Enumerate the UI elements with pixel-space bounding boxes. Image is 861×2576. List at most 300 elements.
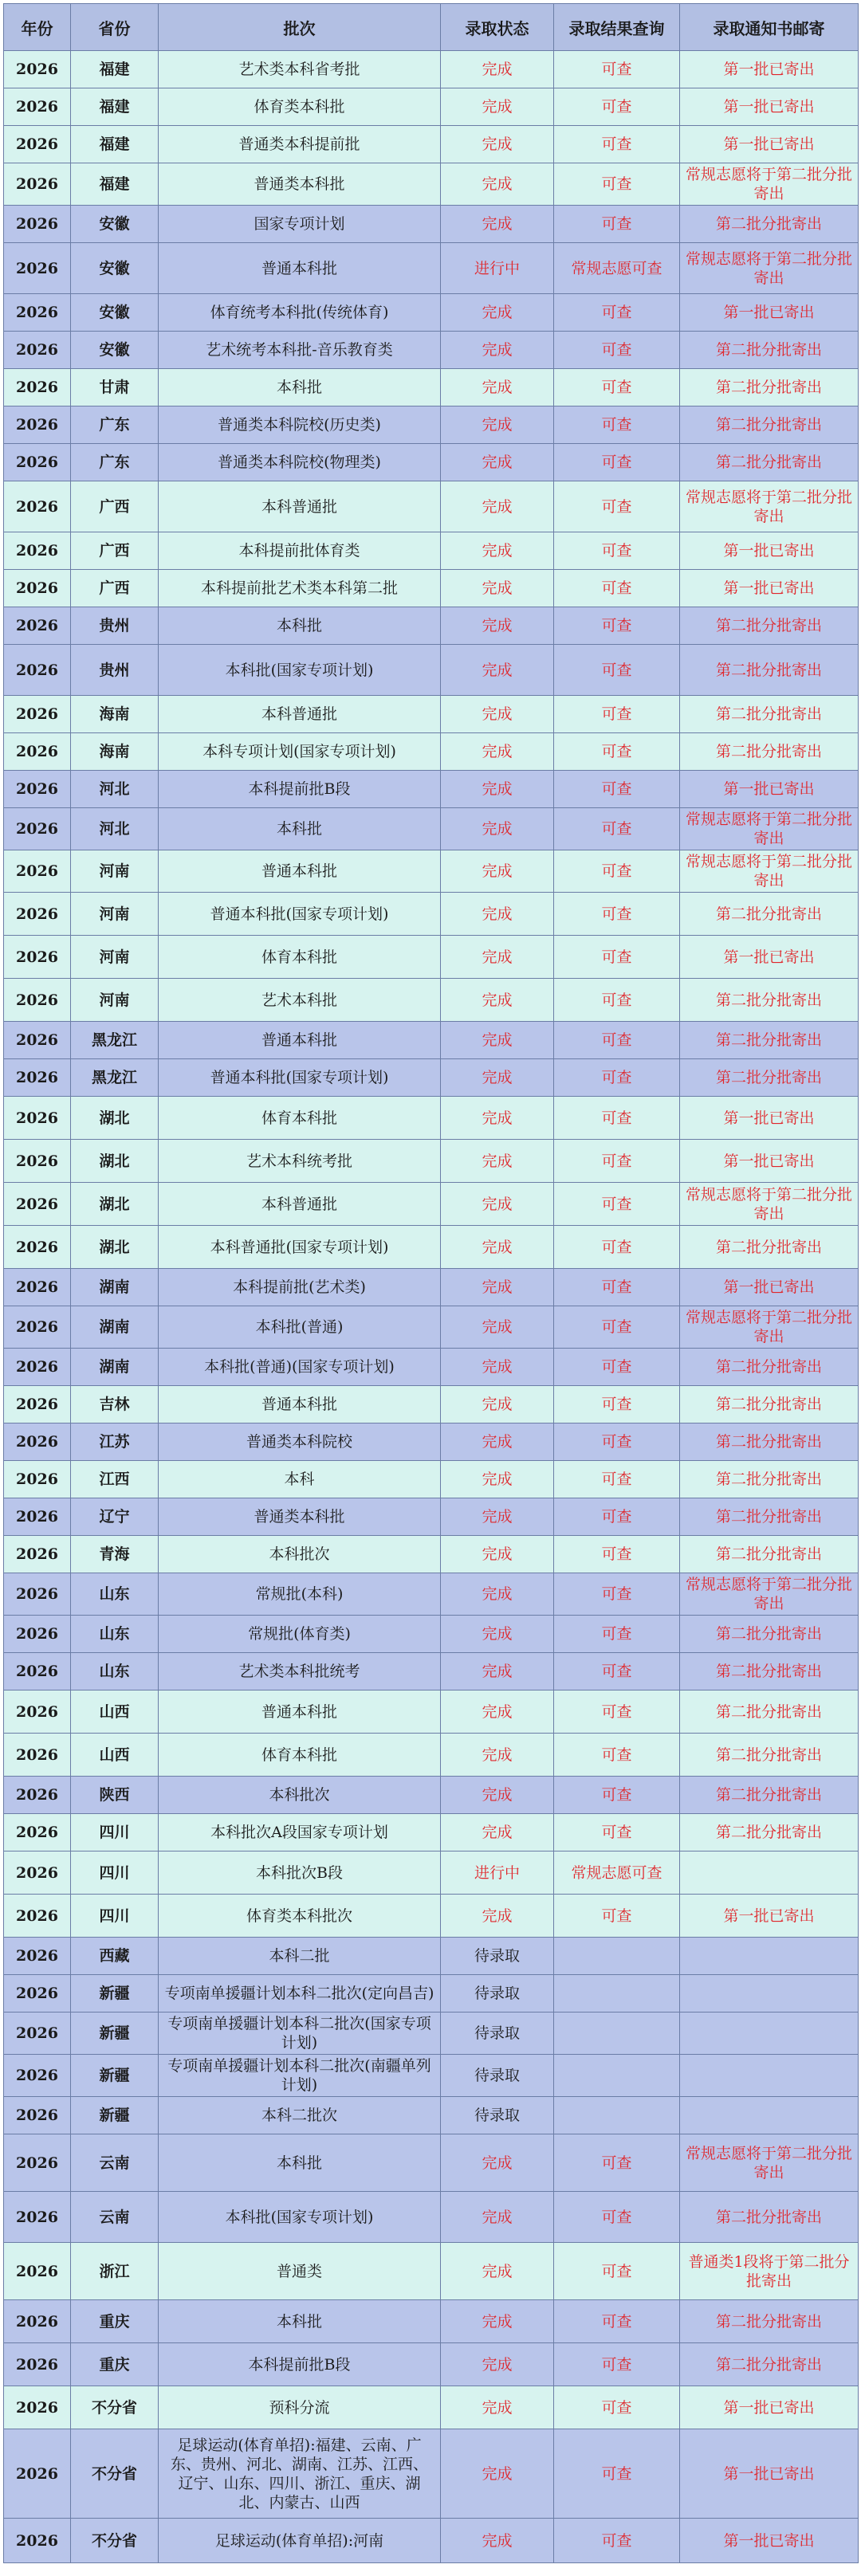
cell-year: 2026 — [4, 1777, 71, 1814]
table-row — [4, 1097, 859, 1140]
cell-batch: 普通类本科院校 — [159, 1423, 441, 1461]
cell-batch: 普通类本科提前批 — [159, 126, 441, 163]
cell-batch: 本科普通批 — [159, 481, 441, 532]
cell-admission-status: 完成 — [441, 2300, 554, 2343]
cell-province: 新疆 — [71, 1975, 159, 2012]
table-row — [4, 51, 859, 88]
cell-admission-status: 完成 — [441, 481, 554, 532]
cell-admission-status: 待录取 — [441, 1975, 554, 2012]
table-row — [4, 332, 859, 369]
cell-admission-status: 完成 — [441, 1734, 554, 1777]
cell-result-query: 可查 — [554, 645, 680, 696]
cell-notice-mailing: 第二批分批寄出 — [680, 1814, 859, 1852]
cell-admission-status: 待录取 — [441, 2055, 554, 2097]
cell-year: 2026 — [4, 1498, 71, 1536]
cell-notice-mailing: 第一批已寄出 — [680, 532, 859, 570]
cell-notice-mailing: 第一批已寄出 — [680, 126, 859, 163]
cell-notice-mailing — [680, 1975, 859, 2012]
cell-admission-status: 完成 — [441, 1498, 554, 1536]
cell-admission-status: 完成 — [441, 88, 554, 126]
table-row — [4, 2519, 859, 2563]
table-row — [4, 645, 859, 696]
cell-batch: 本科批 — [159, 808, 441, 850]
cell-batch: 本科提前批(艺术类) — [159, 1269, 441, 1306]
cell-year: 2026 — [4, 850, 71, 893]
table-row — [4, 2192, 859, 2243]
cell-province: 河南 — [71, 979, 159, 1022]
cell-result-query: 可查 — [554, 979, 680, 1022]
cell-notice-mailing: 第一批已寄出 — [680, 570, 859, 607]
cell-result-query: 常规志愿可查 — [554, 1852, 680, 1895]
cell-province: 广西 — [71, 532, 159, 570]
cell-notice-mailing: 第二批分批寄出 — [680, 444, 859, 481]
cell-province: 四川 — [71, 1814, 159, 1852]
cell-result-query: 可查 — [554, 1423, 680, 1461]
cell-batch: 本科批 — [159, 2134, 441, 2192]
cell-province: 四川 — [71, 1895, 159, 1938]
cell-notice-mailing: 第二批分批寄出 — [680, 2300, 859, 2343]
cell-province: 河南 — [71, 850, 159, 893]
cell-year: 2026 — [4, 979, 71, 1022]
cell-batch: 普通本科批 — [159, 1022, 441, 1059]
cell-result-query: 可查 — [554, 444, 680, 481]
cell-admission-status: 完成 — [441, 2429, 554, 2519]
cell-batch: 本科二批 — [159, 1938, 441, 1975]
cell-year: 2026 — [4, 2055, 71, 2097]
cell-result-query — [554, 2055, 680, 2097]
cell-province: 吉林 — [71, 1386, 159, 1423]
cell-result-query: 可查 — [554, 1269, 680, 1306]
cell-year: 2026 — [4, 1573, 71, 1616]
cell-result-query: 可查 — [554, 570, 680, 607]
cell-admission-status: 完成 — [441, 1306, 554, 1349]
cell-batch: 本科专项计划(国家专项计划) — [159, 733, 441, 771]
table-header-row — [4, 4, 859, 51]
cell-province: 海南 — [71, 696, 159, 733]
cell-result-query: 可查 — [554, 406, 680, 444]
cell-result-query: 可查 — [554, 1653, 680, 1690]
cell-admission-status: 完成 — [441, 294, 554, 332]
cell-admission-status: 完成 — [441, 570, 554, 607]
cell-notice-mailing: 第一批已寄出 — [680, 1097, 859, 1140]
cell-batch: 本科普通批(国家专项计划) — [159, 1226, 441, 1269]
cell-province: 湖南 — [71, 1349, 159, 1386]
cell-batch: 普通类本科院校(历史类) — [159, 406, 441, 444]
header-province: 省份 — [71, 4, 159, 51]
cell-result-query: 可查 — [554, 1734, 680, 1777]
cell-year: 2026 — [4, 2097, 71, 2134]
cell-province: 安徽 — [71, 243, 159, 294]
table-row — [4, 893, 859, 936]
cell-admission-status: 完成 — [441, 1022, 554, 1059]
cell-province: 不分省 — [71, 2386, 159, 2429]
cell-result-query: 可查 — [554, 1814, 680, 1852]
cell-province: 福建 — [71, 88, 159, 126]
cell-result-query — [554, 2097, 680, 2134]
cell-batch: 普通类本科批 — [159, 163, 441, 206]
cell-admission-status: 完成 — [441, 126, 554, 163]
cell-batch: 普通本科批 — [159, 850, 441, 893]
cell-province: 贵州 — [71, 645, 159, 696]
cell-year: 2026 — [4, 294, 71, 332]
cell-result-query: 可查 — [554, 1306, 680, 1349]
table-row — [4, 1814, 859, 1852]
cell-result-query — [554, 1975, 680, 2012]
cell-result-query: 可查 — [554, 733, 680, 771]
cell-notice-mailing: 常规志愿将于第二批分批寄出 — [680, 1306, 859, 1349]
cell-year: 2026 — [4, 2519, 71, 2563]
admission-status-table — [3, 3, 859, 2563]
cell-result-query: 可查 — [554, 1690, 680, 1734]
cell-notice-mailing: 第二批分批寄出 — [680, 696, 859, 733]
cell-admission-status: 完成 — [441, 1349, 554, 1386]
cell-year: 2026 — [4, 1895, 71, 1938]
cell-notice-mailing: 第二批分批寄出 — [680, 1386, 859, 1423]
cell-result-query: 可查 — [554, 51, 680, 88]
table-row — [4, 2429, 859, 2519]
table-row — [4, 1461, 859, 1498]
cell-batch: 专项南单援疆计划本科二批次(定向昌吉) — [159, 1975, 441, 2012]
cell-batch: 本科批(普通)(国家专项计划) — [159, 1349, 441, 1386]
cell-batch: 本科批次 — [159, 1536, 441, 1573]
cell-admission-status: 完成 — [441, 369, 554, 406]
cell-result-query: 可查 — [554, 2192, 680, 2243]
cell-result-query — [554, 1938, 680, 1975]
cell-notice-mailing: 第一批已寄出 — [680, 51, 859, 88]
cell-result-query: 可查 — [554, 2343, 680, 2386]
cell-year: 2026 — [4, 481, 71, 532]
cell-notice-mailing: 第二批分批寄出 — [680, 1461, 859, 1498]
cell-batch: 本科批(普通) — [159, 1306, 441, 1349]
cell-province: 山西 — [71, 1690, 159, 1734]
cell-year: 2026 — [4, 1461, 71, 1498]
cell-batch: 普通本科批(国家专项计划) — [159, 1059, 441, 1097]
cell-result-query: 可查 — [554, 936, 680, 979]
cell-year: 2026 — [4, 444, 71, 481]
table-row — [4, 1616, 859, 1653]
cell-admission-status: 完成 — [441, 979, 554, 1022]
table-row — [4, 243, 859, 294]
cell-notice-mailing: 第二批分批寄出 — [680, 1536, 859, 1573]
cell-province: 河北 — [71, 771, 159, 808]
cell-admission-status: 完成 — [441, 206, 554, 243]
cell-admission-status: 待录取 — [441, 1938, 554, 1975]
table-row — [4, 1734, 859, 1777]
cell-admission-status: 完成 — [441, 1895, 554, 1938]
cell-admission-status: 完成 — [441, 444, 554, 481]
cell-admission-status: 完成 — [441, 645, 554, 696]
cell-province: 江西 — [71, 1461, 159, 1498]
cell-batch: 本科批次 — [159, 1777, 441, 1814]
cell-admission-status: 完成 — [441, 2192, 554, 2243]
cell-admission-status: 待录取 — [441, 2097, 554, 2134]
cell-year: 2026 — [4, 1349, 71, 1386]
table-row — [4, 1777, 859, 1814]
cell-province: 不分省 — [71, 2519, 159, 2563]
table-row — [4, 2343, 859, 2386]
cell-province: 湖北 — [71, 1097, 159, 1140]
cell-batch: 本科批次A段国家专项计划 — [159, 1814, 441, 1852]
cell-province: 湖北 — [71, 1140, 159, 1183]
cell-batch: 本科提前批体育类 — [159, 532, 441, 570]
cell-province: 安徽 — [71, 294, 159, 332]
cell-batch: 常规批(本科) — [159, 1573, 441, 1616]
cell-result-query: 可查 — [554, 696, 680, 733]
cell-notice-mailing: 第一批已寄出 — [680, 88, 859, 126]
cell-notice-mailing: 第二批分批寄出 — [680, 1498, 859, 1536]
cell-year: 2026 — [4, 1059, 71, 1097]
table-row — [4, 1573, 859, 1616]
cell-province: 安徽 — [71, 206, 159, 243]
cell-province: 山东 — [71, 1616, 159, 1653]
cell-batch: 普通类 — [159, 2243, 441, 2300]
cell-province: 甘肃 — [71, 369, 159, 406]
cell-notice-mailing: 常规志愿将于第二批分批寄出 — [680, 1573, 859, 1616]
cell-year: 2026 — [4, 1814, 71, 1852]
cell-notice-mailing: 第二批分批寄出 — [680, 1690, 859, 1734]
cell-province: 福建 — [71, 51, 159, 88]
cell-batch: 本科批 — [159, 369, 441, 406]
cell-notice-mailing: 第一批已寄出 — [680, 2519, 859, 2563]
cell-year: 2026 — [4, 1269, 71, 1306]
table-row — [4, 126, 859, 163]
cell-result-query: 可查 — [554, 2134, 680, 2192]
cell-notice-mailing: 第一批已寄出 — [680, 1895, 859, 1938]
cell-admission-status: 完成 — [441, 2134, 554, 2192]
cell-result-query: 可查 — [554, 1536, 680, 1573]
table-row — [4, 771, 859, 808]
cell-batch: 本科批(国家专项计划) — [159, 645, 441, 696]
cell-admission-status: 完成 — [441, 607, 554, 645]
cell-admission-status: 完成 — [441, 51, 554, 88]
cell-notice-mailing — [680, 2012, 859, 2055]
table-row — [4, 607, 859, 645]
table-row — [4, 1498, 859, 1536]
cell-batch: 普通本科批 — [159, 1386, 441, 1423]
cell-notice-mailing: 第二批分批寄出 — [680, 369, 859, 406]
cell-result-query: 可查 — [554, 1386, 680, 1423]
cell-province: 四川 — [71, 1852, 159, 1895]
cell-notice-mailing: 第一批已寄出 — [680, 2429, 859, 2519]
cell-admission-status: 完成 — [441, 771, 554, 808]
cell-notice-mailing: 常规志愿将于第二批分批寄出 — [680, 243, 859, 294]
table-row — [4, 163, 859, 206]
cell-province: 湖南 — [71, 1269, 159, 1306]
cell-year: 2026 — [4, 369, 71, 406]
table-row — [4, 570, 859, 607]
cell-year: 2026 — [4, 607, 71, 645]
cell-notice-mailing: 常规志愿将于第二批分批寄出 — [680, 481, 859, 532]
cell-batch: 体育类本科批次 — [159, 1895, 441, 1938]
table-row — [4, 481, 859, 532]
cell-notice-mailing: 第一批已寄出 — [680, 1140, 859, 1183]
table-row — [4, 444, 859, 481]
cell-batch: 本科二批次 — [159, 2097, 441, 2134]
cell-admission-status: 完成 — [441, 163, 554, 206]
table-row — [4, 733, 859, 771]
cell-notice-mailing: 第一批已寄出 — [680, 294, 859, 332]
cell-admission-status: 完成 — [441, 1097, 554, 1140]
cell-year: 2026 — [4, 2192, 71, 2243]
cell-province: 青海 — [71, 1536, 159, 1573]
cell-admission-status: 完成 — [441, 1226, 554, 1269]
cell-year: 2026 — [4, 126, 71, 163]
cell-admission-status: 完成 — [441, 1690, 554, 1734]
cell-admission-status: 完成 — [441, 332, 554, 369]
cell-result-query: 可查 — [554, 1183, 680, 1226]
table-row — [4, 532, 859, 570]
cell-result-query: 可查 — [554, 1022, 680, 1059]
cell-admission-status: 完成 — [441, 2243, 554, 2300]
cell-result-query: 可查 — [554, 771, 680, 808]
cell-notice-mailing: 第二批分批寄出 — [680, 332, 859, 369]
cell-admission-status: 完成 — [441, 1059, 554, 1097]
table-row — [4, 206, 859, 243]
cell-province: 福建 — [71, 163, 159, 206]
cell-province: 黑龙江 — [71, 1059, 159, 1097]
table-row — [4, 1423, 859, 1461]
cell-batch: 常规批(体育类) — [159, 1616, 441, 1653]
cell-year: 2026 — [4, 1097, 71, 1140]
cell-result-query: 可查 — [554, 2386, 680, 2429]
cell-province: 新疆 — [71, 2097, 159, 2134]
cell-result-query: 可查 — [554, 1226, 680, 1269]
cell-batch: 体育本科批 — [159, 1734, 441, 1777]
cell-result-query: 可查 — [554, 1140, 680, 1183]
table-row — [4, 1386, 859, 1423]
cell-notice-mailing: 普通类1段将于第二批分批寄出 — [680, 2243, 859, 2300]
cell-batch: 本科提前批B段 — [159, 771, 441, 808]
cell-notice-mailing: 第二批分批寄出 — [680, 893, 859, 936]
cell-year: 2026 — [4, 1140, 71, 1183]
cell-batch: 体育本科批 — [159, 936, 441, 979]
table-row — [4, 1536, 859, 1573]
cell-batch: 本科提前批B段 — [159, 2343, 441, 2386]
cell-year: 2026 — [4, 808, 71, 850]
cell-year: 2026 — [4, 1938, 71, 1975]
cell-province: 广东 — [71, 444, 159, 481]
cell-batch: 艺术类本科批统考 — [159, 1653, 441, 1690]
cell-year: 2026 — [4, 532, 71, 570]
cell-province: 辽宁 — [71, 1498, 159, 1536]
table-row — [4, 1895, 859, 1938]
cell-province: 重庆 — [71, 2300, 159, 2343]
admission-status-table-container — [3, 3, 858, 2563]
cell-year: 2026 — [4, 1690, 71, 1734]
cell-batch: 专项南单援疆计划本科二批次(南疆单列计划) — [159, 2055, 441, 2097]
cell-year: 2026 — [4, 733, 71, 771]
cell-result-query: 可查 — [554, 2243, 680, 2300]
cell-admission-status: 完成 — [441, 1423, 554, 1461]
cell-result-query: 可查 — [554, 2429, 680, 2519]
cell-year: 2026 — [4, 645, 71, 696]
cell-year: 2026 — [4, 1616, 71, 1653]
cell-notice-mailing: 第一批已寄出 — [680, 771, 859, 808]
cell-result-query: 可查 — [554, 1097, 680, 1140]
cell-result-query: 常规志愿可查 — [554, 243, 680, 294]
cell-notice-mailing: 常规志愿将于第二批分批寄出 — [680, 808, 859, 850]
cell-result-query: 可查 — [554, 294, 680, 332]
table-row — [4, 1690, 859, 1734]
table-row — [4, 1653, 859, 1690]
cell-province: 湖北 — [71, 1226, 159, 1269]
cell-year: 2026 — [4, 771, 71, 808]
header-year: 年份 — [4, 4, 71, 51]
cell-batch: 本科 — [159, 1461, 441, 1498]
cell-batch: 本科批 — [159, 2300, 441, 2343]
cell-province: 浙江 — [71, 2243, 159, 2300]
cell-notice-mailing: 第二批分批寄出 — [680, 206, 859, 243]
cell-notice-mailing: 第一批已寄出 — [680, 2386, 859, 2429]
cell-admission-status: 完成 — [441, 893, 554, 936]
cell-year: 2026 — [4, 332, 71, 369]
header-batch: 批次 — [159, 4, 441, 51]
cell-notice-mailing — [680, 1938, 859, 1975]
cell-province: 湖南 — [71, 1306, 159, 1349]
table-body — [4, 51, 859, 2563]
cell-notice-mailing: 常规志愿将于第二批分批寄出 — [680, 1183, 859, 1226]
cell-admission-status: 完成 — [441, 1461, 554, 1498]
cell-notice-mailing: 第二批分批寄出 — [680, 1616, 859, 1653]
cell-year: 2026 — [4, 1386, 71, 1423]
cell-notice-mailing: 第二批分批寄出 — [680, 1777, 859, 1814]
cell-notice-mailing: 常规志愿将于第二批分批寄出 — [680, 163, 859, 206]
table-row — [4, 2386, 859, 2429]
cell-batch: 国家专项计划 — [159, 206, 441, 243]
cell-province: 湖北 — [71, 1183, 159, 1226]
cell-result-query: 可查 — [554, 532, 680, 570]
cell-result-query — [554, 2012, 680, 2055]
cell-admission-status: 完成 — [441, 1653, 554, 1690]
cell-year: 2026 — [4, 1975, 71, 2012]
table-row — [4, 2055, 859, 2097]
cell-year: 2026 — [4, 1226, 71, 1269]
cell-batch: 足球运动(体育单招):福建、云南、广东、贵州、河北、湖南、江苏、江西、辽宁、山东、四川、浙江、重庆、湖北、内蒙古、山西 — [159, 2429, 441, 2519]
cell-result-query: 可查 — [554, 163, 680, 206]
cell-year: 2026 — [4, 2300, 71, 2343]
table-row — [4, 1226, 859, 1269]
cell-notice-mailing: 第二批分批寄出 — [680, 1226, 859, 1269]
cell-year: 2026 — [4, 163, 71, 206]
cell-batch: 本科普通批 — [159, 696, 441, 733]
cell-admission-status: 进行中 — [441, 1852, 554, 1895]
table-row — [4, 808, 859, 850]
cell-province: 云南 — [71, 2134, 159, 2192]
cell-province: 广西 — [71, 481, 159, 532]
cell-batch: 足球运动(体育单招):河南 — [159, 2519, 441, 2563]
cell-admission-status: 完成 — [441, 1777, 554, 1814]
cell-province: 新疆 — [71, 2055, 159, 2097]
cell-result-query: 可查 — [554, 850, 680, 893]
cell-admission-status: 完成 — [441, 696, 554, 733]
table-row — [4, 294, 859, 332]
cell-year: 2026 — [4, 1423, 71, 1461]
cell-province: 安徽 — [71, 332, 159, 369]
cell-admission-status: 完成 — [441, 1536, 554, 1573]
cell-admission-status: 完成 — [441, 2343, 554, 2386]
cell-year: 2026 — [4, 936, 71, 979]
cell-province: 云南 — [71, 2192, 159, 2243]
cell-batch: 专项南单援疆计划本科二批次(国家专项计划) — [159, 2012, 441, 2055]
cell-admission-status: 待录取 — [441, 2012, 554, 2055]
header-notice-mailing: 录取通知书邮寄 — [680, 4, 859, 51]
cell-notice-mailing — [680, 2097, 859, 2134]
table-row — [4, 1269, 859, 1306]
cell-admission-status: 完成 — [441, 406, 554, 444]
cell-batch: 本科普通批 — [159, 1183, 441, 1226]
table-row — [4, 1140, 859, 1183]
cell-notice-mailing: 第一批已寄出 — [680, 1269, 859, 1306]
